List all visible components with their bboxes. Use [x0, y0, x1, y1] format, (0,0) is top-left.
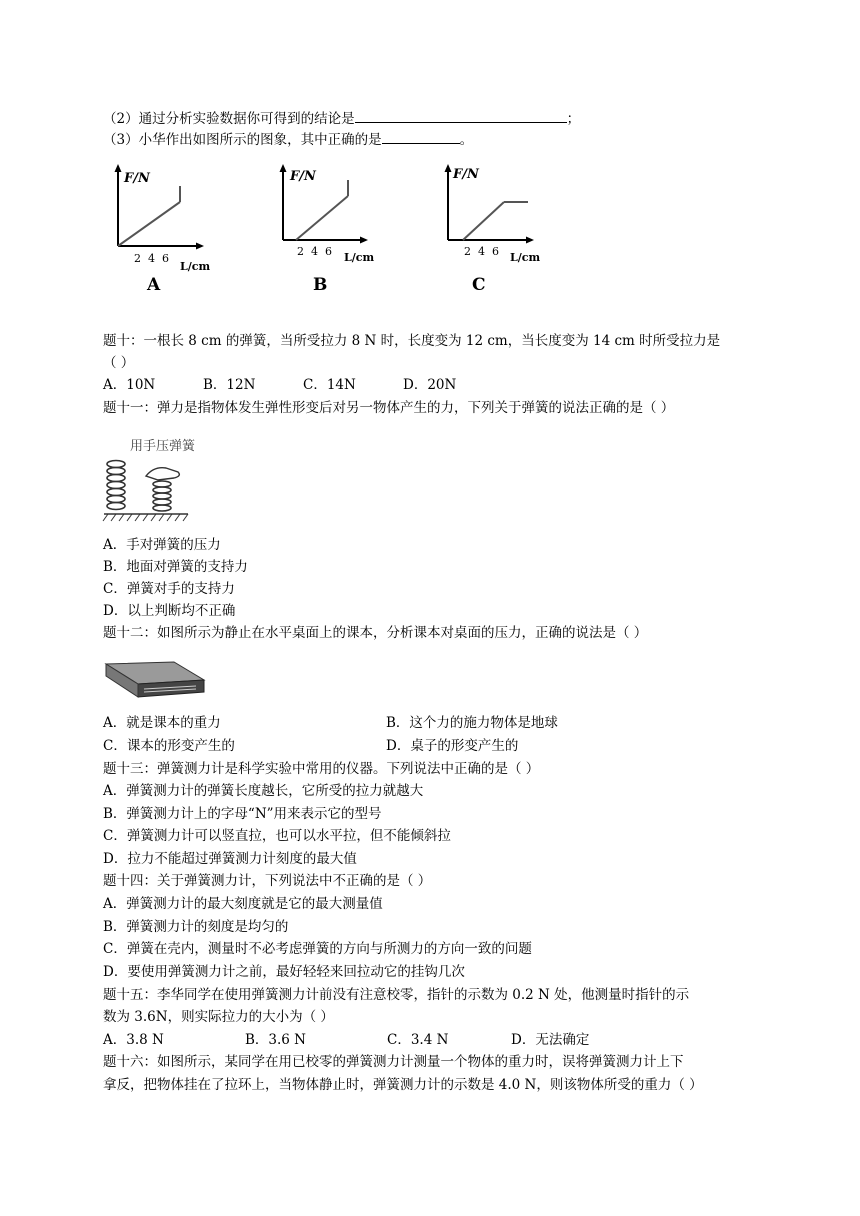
q11-option-b[interactable]: B．地面对弹簧的支持力	[103, 559, 248, 575]
option-d[interactable]: D．无法确定	[511, 1032, 590, 1048]
q14-stem: 题十四：关于弹簧测力计，下列说法中不正确的是（ ）	[103, 873, 432, 889]
q14-option-a[interactable]: A．弹簧测力计的最大刻度就是它的最大测量值	[103, 896, 383, 912]
q13-option-c[interactable]: C．弹簧测力计可以竖直拉，也可以水平拉，但不能倾斜拉	[103, 828, 451, 844]
q10-part3-line: （3）小华作出如图所示的图象，其中正确的是 。	[103, 129, 473, 150]
graph-name: A	[147, 275, 161, 295]
q12-options-row1	[103, 713, 221, 733]
option-a[interactable]: A．3.8 N	[103, 1032, 164, 1048]
graph-c	[445, 164, 541, 295]
q13-stem: 题十三：弹簧测力计是科学实验中常用的仪器。下列说法中正确的是（ ）	[103, 761, 540, 777]
graph-name: B	[313, 275, 328, 295]
x-axis-label: L/cm	[344, 251, 375, 264]
y-axis-label: F/N	[290, 169, 316, 184]
q13-option-b[interactable]: B．弹簧测力计上的字母“N”用来表示它的型号	[103, 806, 382, 822]
q11-option-c[interactable]: C．弹簧对手的支持力	[103, 581, 235, 597]
tick-label: 4	[478, 245, 485, 258]
graph-b	[280, 164, 375, 295]
tick-label: 6	[162, 252, 169, 265]
tick-label: 4	[148, 252, 155, 265]
book-figure	[104, 652, 214, 704]
tick-label: 6	[492, 245, 499, 258]
q12-option-d[interactable]: D．桌子的形变产生的	[386, 738, 519, 754]
q15-stem-cont: 数为 3.6N，则实际拉力的大小为（ ）	[103, 1009, 334, 1025]
y-axis-label: F/N	[453, 167, 479, 182]
tick-label: 2	[297, 245, 304, 258]
option-b[interactable]: B．3.6 N	[245, 1032, 306, 1048]
q11-stem: 题十一：弹力是指物体发生弹性形变后对另一物体产生的力，下列关于弹簧的说法正确的是（ ）	[103, 400, 675, 416]
q12-stem: 题十二：如图所示为静止在水平桌面上的课本，分析课本对桌面的压力，正确的说法是（ ）	[103, 625, 648, 641]
q10-options	[103, 375, 456, 395]
spring-left	[107, 461, 125, 510]
hand-shape	[146, 468, 179, 480]
option-b[interactable]: B．12N	[203, 377, 256, 393]
q16-stem-cont: 拿反，把物体挂在了拉环上，当物体静止时，弹簧测力计的示数是 4.0 N，则该物体所受的重力（ ）	[103, 1077, 703, 1093]
q15-options	[103, 1030, 589, 1050]
ground-hatching	[103, 514, 188, 521]
q10-stem: 题十：一根长 8 cm 的弹簧，当所受拉力 8 N 时，长度变为 12 cm，当长度变为 14 cm 时所受拉力是	[103, 333, 721, 349]
x-axis-label: L/cm	[180, 260, 211, 273]
q14-option-c[interactable]: C．弹簧在壳内，测量时不必考虑弹簧的方向与所测力的方向一致的问题	[103, 941, 532, 957]
option-d[interactable]: D．20N	[403, 377, 457, 393]
q12-option-a[interactable]: A．就是课本的重力	[103, 715, 221, 731]
q10-part2-line: （2）通过分析实验数据你可得到的结论是 ；	[103, 108, 580, 129]
tick-label: 6	[325, 245, 332, 258]
answer-blank[interactable]	[355, 108, 567, 123]
option-c[interactable]: C．14N	[303, 377, 356, 393]
x-axis-label: L/cm	[510, 251, 541, 264]
graph-a	[115, 164, 211, 295]
tick-label: 2	[464, 245, 471, 258]
graph-name: C	[472, 275, 486, 295]
q13-option-a[interactable]: A．弹簧测力计的弹簧长度越长，它所受的拉力就越大	[103, 783, 424, 799]
q12-option-b[interactable]: B．这个力的施力物体是地球	[386, 715, 558, 731]
y-axis-label: F/N	[124, 171, 150, 186]
q12-option-c[interactable]: C．课本的形变产生的	[103, 738, 235, 754]
tick-label: 4	[311, 245, 318, 258]
answer-blank[interactable]	[382, 129, 460, 144]
option-a[interactable]: A．10N	[103, 377, 156, 393]
q15-stem: 题十五：李华同学在使用弹簧测力计前没有注意校零，指针的示数为 0.2 N 处，他测量时指针的示	[103, 987, 690, 1003]
spring-right	[153, 481, 171, 511]
spring-figure	[102, 428, 232, 524]
q11-option-a[interactable]: A．手对弹簧的压力	[103, 537, 221, 553]
q13-option-d[interactable]: D．拉力不能超过弹簧测力计刻度的最大值	[103, 851, 357, 867]
q16-stem: 题十六：如图所示，某同学在用已校零的弹簧测力计测量一个物体的重力时，误将弹簧测力计上下	[103, 1054, 684, 1070]
tick-label: 2	[134, 252, 141, 265]
q14-option-b[interactable]: B．弹簧测力计的刻度是均匀的	[103, 919, 289, 935]
q11-option-d[interactable]: D．以上判断均不正确	[103, 603, 236, 619]
figure-caption: 用手压弹簧	[130, 439, 196, 454]
q10-stem-cont: （ ）	[103, 355, 135, 371]
option-c[interactable]: C．3.4 N	[387, 1032, 449, 1048]
q14-option-d[interactable]: D．要使用弹簧测力计之前，最好轻轻来回拉动它的挂钩几次	[103, 964, 465, 980]
graphs-figure	[100, 158, 570, 298]
